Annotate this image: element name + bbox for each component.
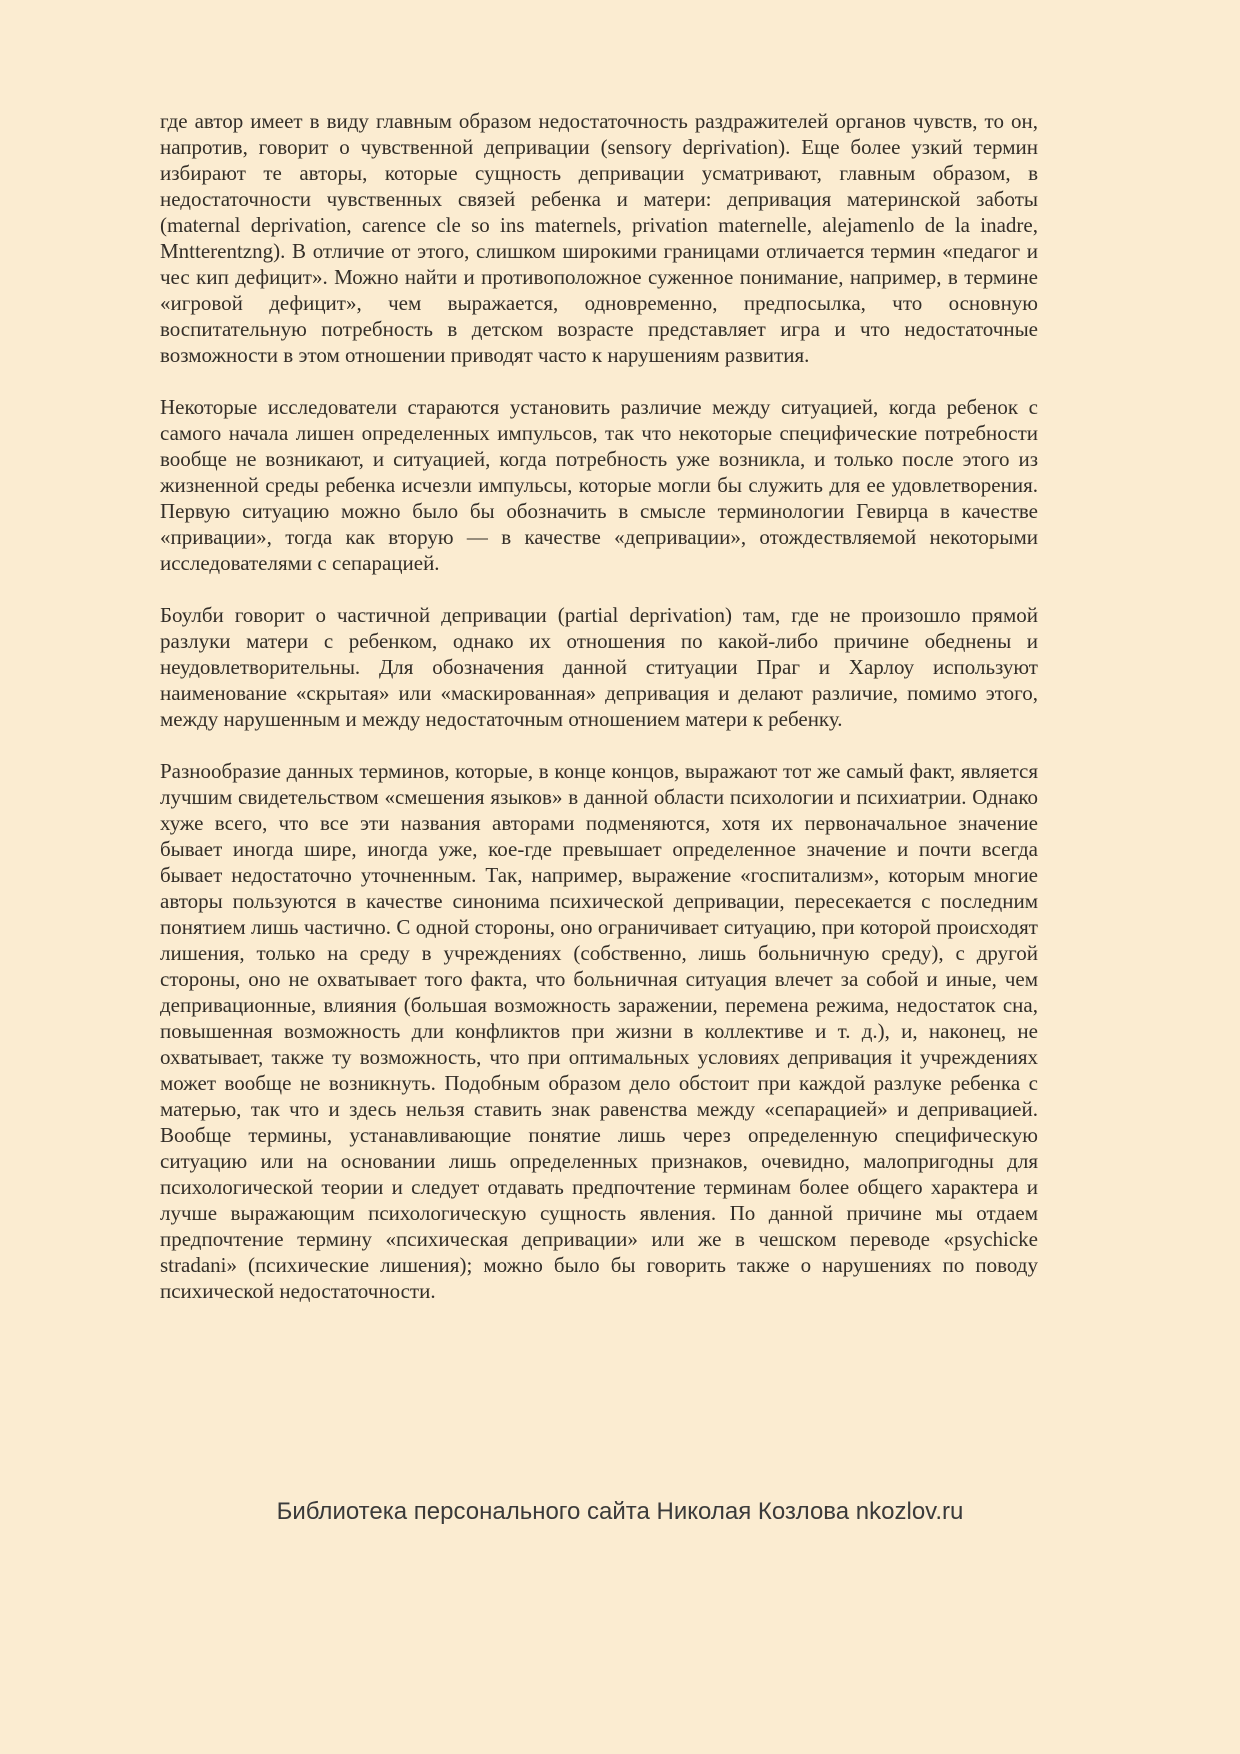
paragraph: где автор имеет в виду главным образом недостаточность раздражителей органов чувств, то он, напротив, говорит о чувственной депривации (sensory deprivation). Еще более узкий термин избирают те авторы, которые сущность депривации усматривают, главным образом, в недостаточности чувственных связей ребенка и матери: депривация материнской заботы (maternal deprivation, carence cle so ins maternels, privation maternelle, alejamenlo de la inadre, Mntterentzng). В отличие от этого, слишком широкими границами отличается термин «педагог и чес кип дефицит». Можно найти и противоположное суженное понимание, например, в термине «игровой дефицит», чем выражается, одновременно, предпосылка, что основную воспитательную потребность в детском возрасте представляет игра и что недостаточные возможности в этом отношении приводят часто к нарушениям развития. [160, 109, 1038, 367]
paragraph: Боулби говорит о частичной депривации (partial deprivation) там, где не произошло прямой разлуки матери с ребенком, однако их отношения по какой-либо причине обеднены и неудовлетворительны. Для обозначения данной ституации Праг и Харлоу используют наименование «скрытая» или «маскированная» депривация и делают различие, помимо этого, между нарушенным и между недостаточным отношением матери к ребенку. [160, 603, 1038, 731]
paragraph: Разнообразие данных терминов, которые, в конце концов, выражают тот же самый факт, является лучшим свидетельством «смешения языков» в данной области психологии и психиатрии. Однако хуже всего, что все эти названия авторами подменяются, хотя их первоначальное значение бывает иногда шире, иногда уже, кое-где превышает определенное значение и почти всегда бывает недостаточно уточненным. Так, например, выражение «госпитализм», которым многие авторы пользуются в качестве синонима психической депривации, пересекается с последним понятием лишь частично. С одной стороны, оно ограничивает ситуацию, при которой происходят лишения, только на среду в учреждениях (собственно, лишь больничную среду), с другой стороны, оно не охватывает того факта, что больничная ситуация влечет за собой и иные, чем депривационные, влияния (большая возможность заражении, перемена режима, недостаток сна, повышенная возможность дли конфликтов при жизни в коллективе и т. д.), и, наконец, не охватывает, также ту возможность, что при оптимальных условиях депривация it учреждениях может вообще не возникнуть. Подобным образом дело обстоит при каждой разлуке ребенка с матерью, так что и здесь нельзя ставить знак равенства между «сепарацией» и депривацией. Вообще термины, устанавливающие понятие лишь через определенную специфическую ситуацию или на основании лишь определенных признаков, очевидно, малопригодны для психологической теории и следует отдавать предпочтение терминам более общего характера и лучше выражающим психологическую сущность явления. По данной причине мы отдаем предпочтение термину «психическая депривации» или же в чешском переводе «psychicke stradani» (психические лишения); можно было бы говорить также о нарушениях по поводу психической недостаточности. [160, 759, 1038, 1303]
footer-credit: Библиотека персонального сайта Николая Козлова nkozlov.ru [276, 1498, 964, 1525]
page-text-block [160, 108, 1038, 1330]
paragraph: Некоторые исследователи стараются установить различие между ситуацией, когда ребенок с самого начала лишен определенных импульсов, так что некоторые специфические потребности вообще не возникают, и ситуацией, когда потребность уже возникла, и только после этого из жизненной среды ребенка исчезли импульсы, которые могли бы служить для ее удовлетворения. Первую ситуацию можно было бы обозначить в смысле терминологии Гевирца в качестве «привации», тогда как вторую — в качестве «депривации», отождествляемой некоторыми исследователями с сепарацией. [160, 395, 1038, 575]
